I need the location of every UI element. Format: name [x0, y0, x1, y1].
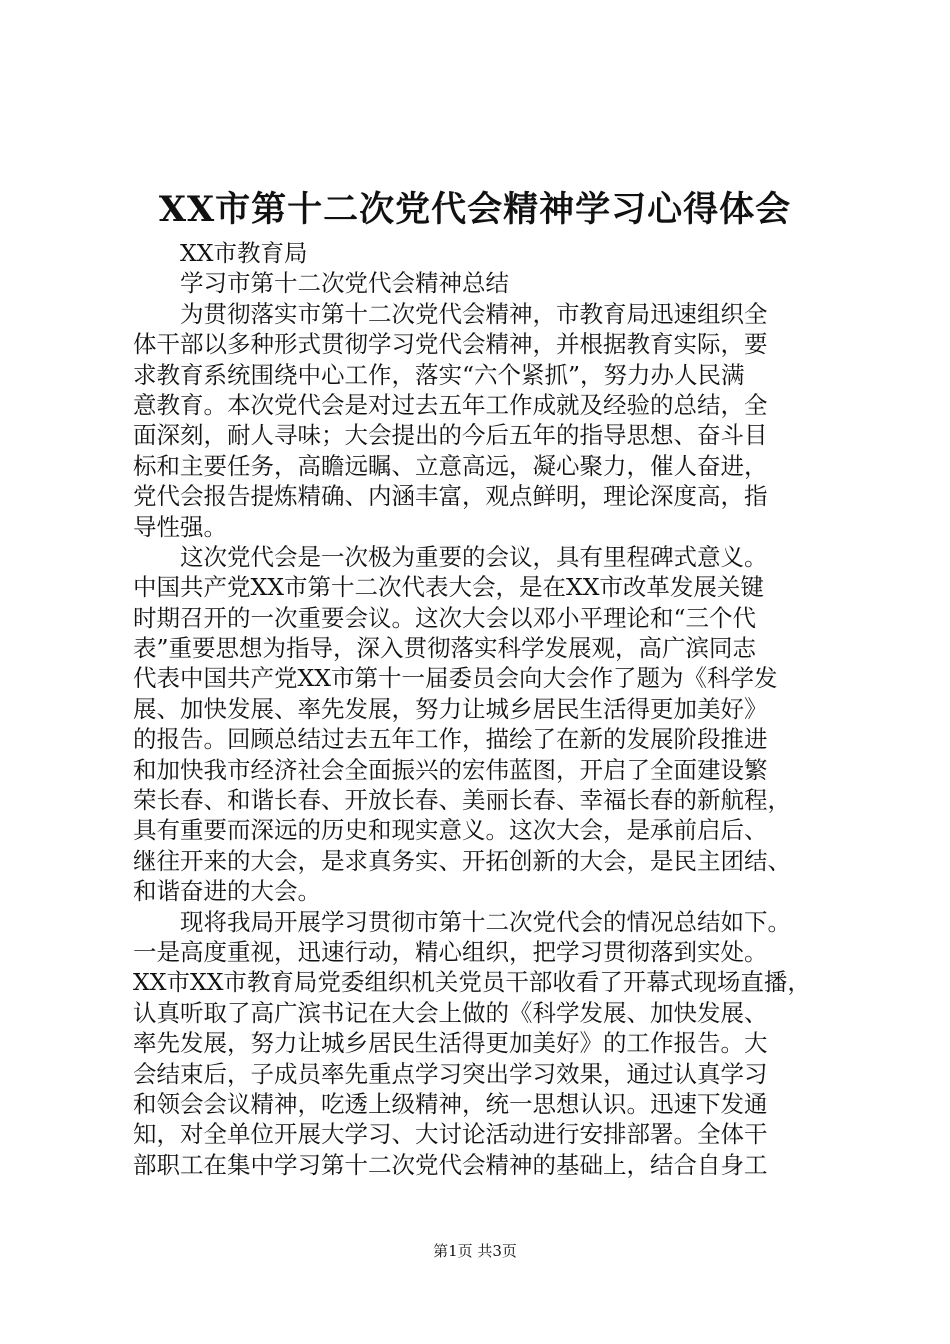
body-text-line: 的报告。回顾总结过去五年工作，描绘了在新的发展阶段推进	[133, 725, 768, 754]
body-text-line: 标和主要任务，高瞻远瞩、立意高远，凝心聚力，催人奋进，	[133, 451, 768, 480]
body-text-line: 代表中国共产党XX市第十一届委员会向大会作了题为《科学发	[133, 664, 778, 693]
body-text-line: XX市教育局	[180, 239, 308, 267]
body-text-line: 表”重要思想为指导，深入贯彻落实科学发展观，高广滨同志	[133, 634, 757, 663]
body-text-line: 导性强。	[133, 512, 227, 541]
document-title: XX市第十二次党代会精神学习心得体会	[158, 189, 792, 230]
document-body	[133, 238, 833, 1180]
body-text-line: 继往开来的大会，是求真务实、开拓创新的大会，是民主团结、	[133, 846, 791, 875]
body-text-line: 认真听取了高广滨书记在大会上做的《科学发展、加快发展、	[133, 998, 768, 1027]
body-text-line: 求教育系统围绕中心工作，落实“六个紧抓”，努力办人民满	[133, 360, 745, 389]
body-text-line: 和加快我市经济社会全面振兴的宏伟蓝图，开启了全面建设繁	[133, 755, 768, 784]
body-text-line: 和领会会议精神，吃透上级精神，统一思想认识。迅速下发通	[133, 1089, 768, 1118]
body-text-line: 和谐奋进的大会。	[133, 877, 321, 906]
body-text-line: 为贯彻落实市第十二次党代会精神，市教育局迅速组织全	[180, 299, 768, 328]
body-text-line: 荣长春、和谐长春、开放长春、美丽长春、幸福长春的新航程，	[133, 786, 791, 815]
body-text-line: 面深刻，耐人寻味；大会提出的今后五年的指导思想、奋斗目	[133, 421, 768, 450]
body-text-line: 具有重要而深远的历史和现实意义。这次大会，是承前启后、	[133, 816, 768, 845]
body-text-line: 中国共产党XX市第十二次代表大会，是在XX市改革发展关键	[133, 573, 764, 602]
body-text-line: 一是高度重视，迅速行动，精心组织，把学习贯彻落到实处。	[133, 937, 768, 966]
page-number-footer: 第1页 共3页	[433, 1242, 517, 1260]
body-text-line: 党代会报告提炼精确、内涵丰富，观点鲜明，理论深度高，指	[133, 482, 768, 511]
body-text-line: XX市XX市教育局党委组织机关党员干部收看了开幕式现场直播，	[133, 968, 811, 997]
body-text-line: 意教育。本次党代会是对过去五年工作成就及经验的总结，全	[133, 390, 768, 419]
body-text-line: 现将我局开展学习贯彻市第十二次党代会的情况总结如下。	[180, 907, 791, 936]
body-text-line: 时期召开的一次重要会议。这次大会以邓小平理论和“三个代	[133, 603, 757, 632]
body-text-line: 部职工在集中学习第十二次党代会精神的基础上，结合自身工	[133, 1150, 768, 1179]
body-text-line: 体干部以多种形式贯彻学习党代会精神，并根据教育实际，要	[133, 330, 768, 359]
body-text-line: 展、加快发展、率先发展，努力让城乡居民生活得更加美好》	[133, 694, 768, 723]
body-text-line: 这次党代会是一次极为重要的会议，具有里程碑式意义。	[180, 542, 768, 571]
body-text-line: 知，对全单位开展大学习、大讨论活动进行安排部署。全体干	[133, 1120, 768, 1149]
body-text-line: 学习市第十二次党代会精神总结	[180, 269, 509, 298]
body-text-line: 会结束后，子成员率先重点学习突出学习效果，通过认真学习	[133, 1059, 768, 1088]
body-text-line: 率先发展，努力让城乡居民生活得更加美好》的工作报告。大	[133, 1029, 768, 1058]
